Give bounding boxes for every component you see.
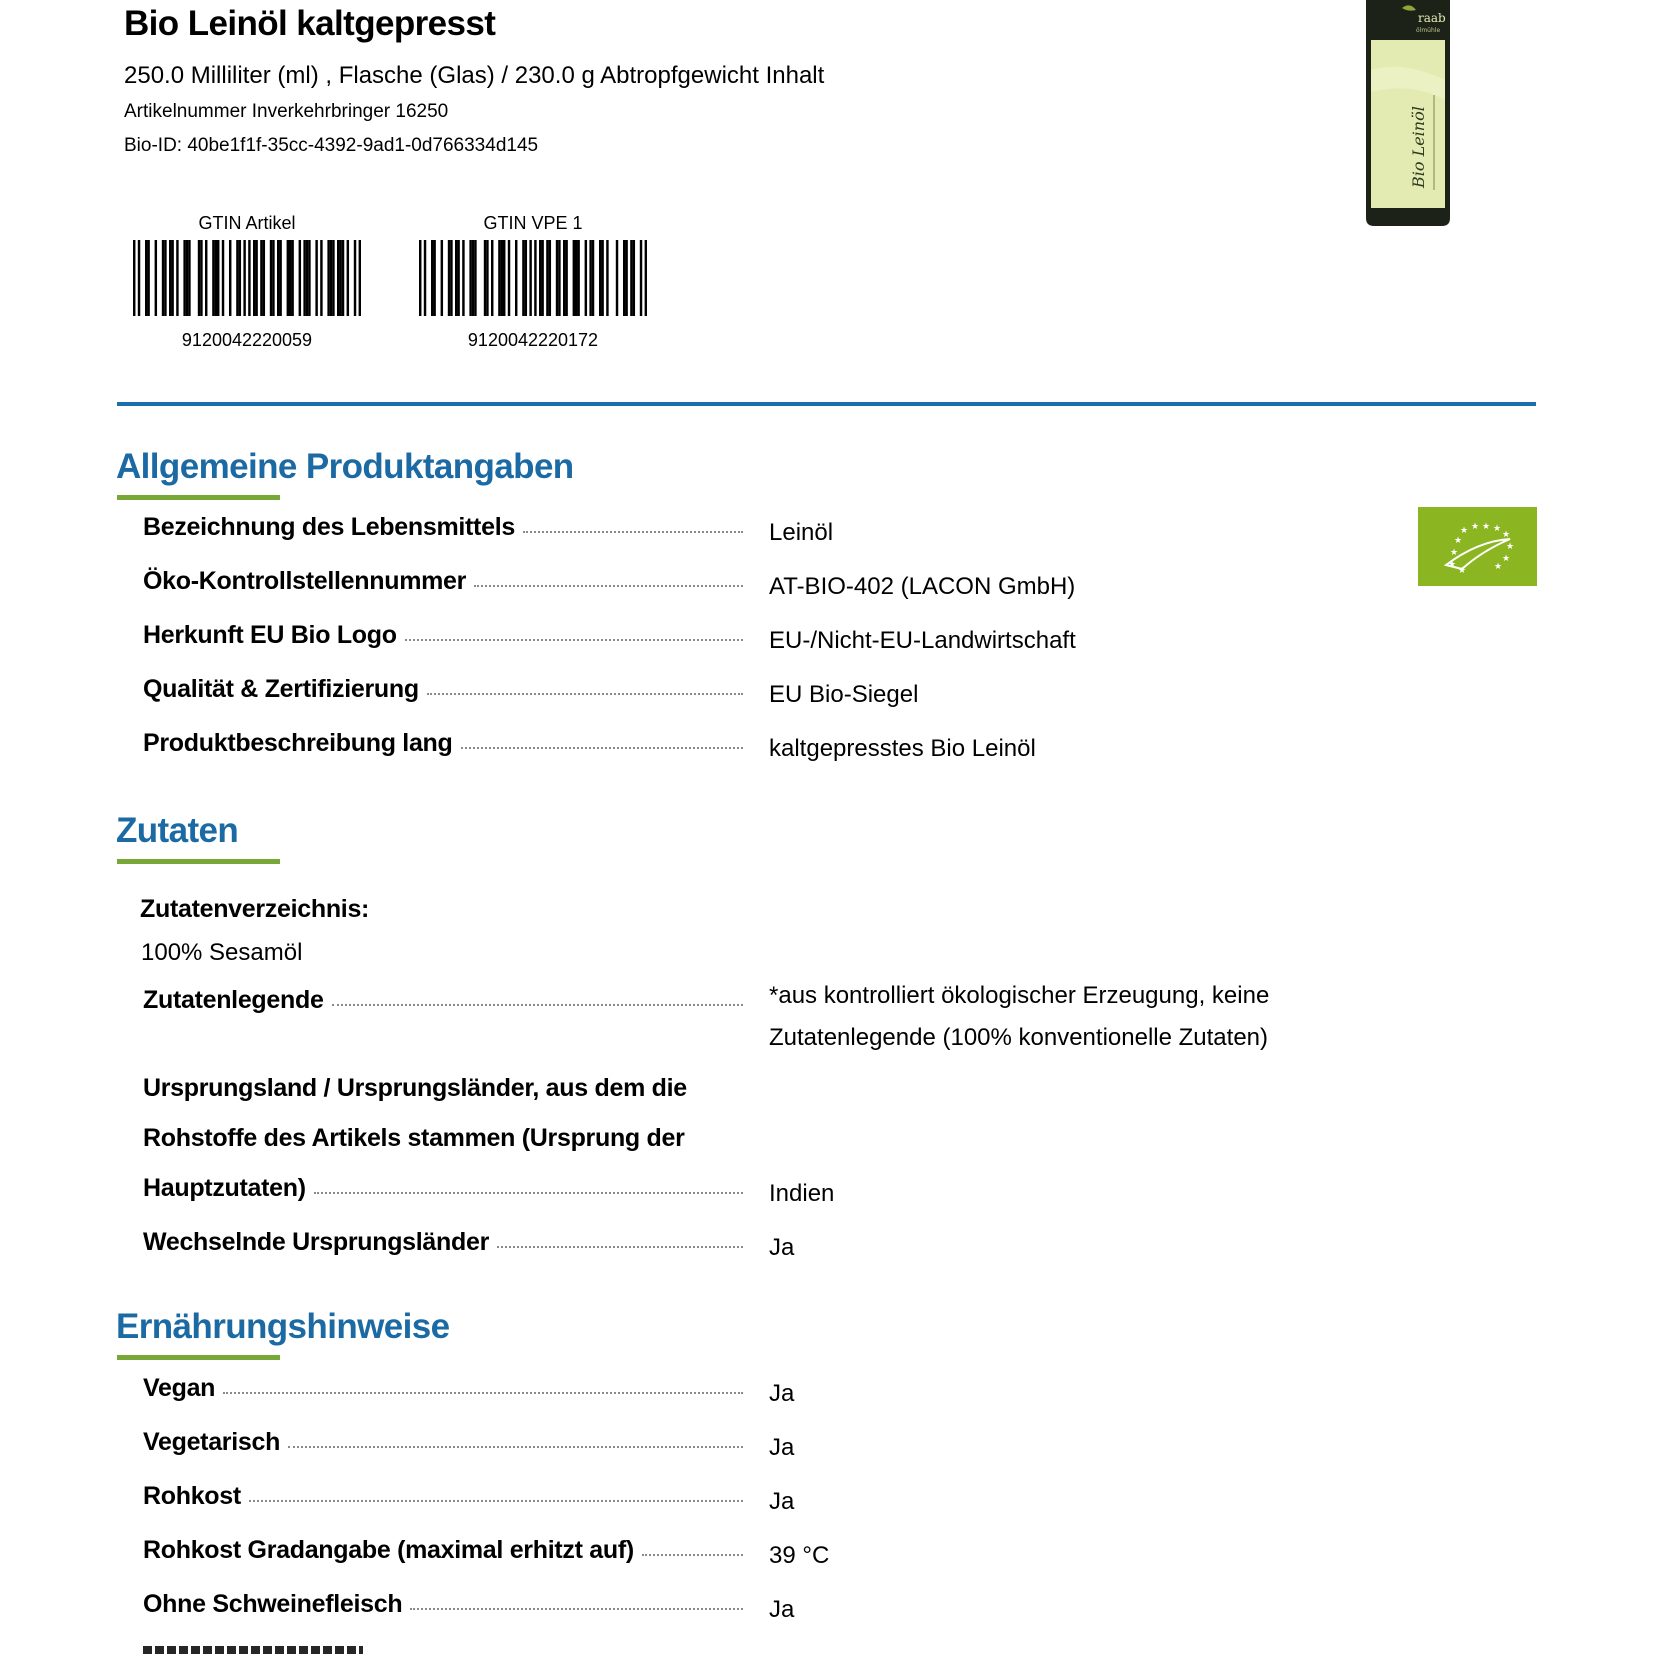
- leader-dots: [288, 1446, 743, 1448]
- barcode-bar: [645, 240, 647, 316]
- barcode-bar: [599, 240, 601, 316]
- section-heading-nutrition: Ernährungshinweise: [116, 1307, 450, 1346]
- barcode-bar: [419, 240, 421, 316]
- barcode-bar: [308, 240, 310, 316]
- barcode-bar: [433, 240, 435, 316]
- nutrition-row: [143, 1482, 743, 1511]
- barcode-bar: [522, 240, 524, 316]
- legend-value-line2: Zutatenlegende (100% konventionelle Zutaten): [769, 1024, 1269, 1051]
- row-label: Ohne Schweinefleisch: [143, 1590, 403, 1618]
- barcode-bar: [277, 240, 279, 316]
- barcode-bar: [330, 240, 332, 316]
- general-row: [143, 513, 743, 542]
- barcode-bar: [215, 240, 217, 316]
- barcode-bar: [457, 240, 459, 316]
- barcode-bar: [575, 240, 577, 316]
- row-value: Ja: [769, 1434, 795, 1461]
- barcode-bar: [145, 240, 147, 316]
- barcode-bar: [263, 240, 265, 316]
- barcode-bar: [243, 240, 245, 316]
- general-row: [143, 567, 743, 596]
- barcode-bar: [188, 240, 190, 316]
- barcode-bar: [503, 240, 505, 316]
- barcode-bar: [577, 240, 579, 316]
- leader-dots: [314, 1192, 743, 1194]
- section-underline: [117, 859, 280, 864]
- barcode-bar: [332, 240, 334, 316]
- row-label: Produktbeschreibung lang: [143, 729, 453, 757]
- row-label: Öko-Kontrollstellennummer: [143, 567, 467, 595]
- barcode-bar: [640, 240, 642, 316]
- nutrition-row: [143, 1428, 743, 1457]
- row-label: Vegan: [143, 1374, 216, 1402]
- section-heading-ingredients: Zutaten: [116, 811, 239, 850]
- origin-value: Indien: [769, 1180, 835, 1207]
- barcode-bar: [164, 240, 166, 316]
- leader-dots: [474, 585, 743, 587]
- barcode-bar: [303, 240, 305, 316]
- barcode-bar: [565, 240, 567, 316]
- barcode-bar: [162, 240, 164, 316]
- svg-text:★: ★: [1448, 559, 1457, 569]
- barcode-bar: [484, 240, 486, 316]
- barcode-bar: [315, 240, 317, 316]
- ingredients-list-value: 100% Sesamöl: [141, 939, 303, 966]
- barcode-bar: [472, 240, 474, 316]
- header-divider: [117, 402, 1536, 406]
- svg-text:★: ★: [1454, 535, 1463, 545]
- barcode-bar: [525, 240, 527, 316]
- svg-text:★: ★: [1482, 521, 1491, 531]
- barcode-bar: [585, 240, 587, 316]
- barcode-label: GTIN VPE 1: [483, 213, 583, 233]
- row-value: Ja: [769, 1596, 795, 1623]
- barcode-bar: [270, 240, 272, 316]
- leader-dots: [223, 1392, 743, 1394]
- leader-dots: [405, 639, 743, 641]
- barcode-bar: [291, 240, 293, 316]
- general-row: [143, 729, 743, 758]
- article-number: Artikelnummer Inverkehrbringer 16250: [124, 101, 449, 122]
- barcode-bar: [155, 240, 157, 316]
- barcode-bar: [563, 240, 565, 316]
- section-underline: [117, 495, 280, 500]
- nutrition-row: [143, 1536, 743, 1565]
- barcode-bar: [625, 240, 627, 316]
- barcode-bar: [289, 240, 291, 316]
- barcode-bar: [133, 240, 135, 316]
- barcode-label: GTIN Artikel: [198, 213, 296, 233]
- barcode-bar: [138, 240, 140, 316]
- svg-text:★: ★: [1450, 547, 1459, 557]
- barcode-bar: [222, 240, 224, 316]
- general-row: [143, 675, 743, 704]
- barcode-bars: [419, 240, 647, 316]
- row-value: 39 °C: [769, 1542, 830, 1569]
- barcode-bar: [529, 240, 531, 316]
- barcode-bar: [169, 240, 171, 316]
- leader-dots: [249, 1500, 743, 1502]
- barcode-bar: [229, 240, 231, 316]
- row-value: AT-BIO-402 (LACON GmbH): [769, 573, 1076, 600]
- barcode-bar: [424, 240, 426, 316]
- barcode-bar: [462, 240, 464, 316]
- barcode-bar: [541, 240, 543, 316]
- barcode-bar: [501, 240, 503, 316]
- leader-dots: [642, 1554, 743, 1556]
- row-label: Rohkost Gradangabe (maximal erhitzt auf): [143, 1536, 634, 1564]
- nutrition-row: [143, 1374, 743, 1403]
- barcode-bar: [498, 240, 500, 316]
- changing-origin-row: [143, 1228, 743, 1257]
- barcode-bar: [359, 240, 361, 316]
- barcode-bar: [339, 240, 341, 316]
- barcode-bar: [546, 240, 548, 316]
- cut-off-row: [143, 1642, 363, 1654]
- row-label: Rohkost: [143, 1482, 241, 1510]
- row-value: Ja: [769, 1380, 795, 1407]
- svg-text:★: ★: [1460, 525, 1469, 535]
- barcode-bar: [474, 240, 476, 316]
- leader-dots: [332, 1004, 743, 1006]
- barcode-bar: [342, 240, 344, 316]
- barcode-bar: [616, 240, 618, 316]
- nutrition-row: [143, 1590, 743, 1619]
- barcode-bar: [486, 240, 488, 316]
- barcode-bar: [198, 240, 200, 316]
- svg-text:★: ★: [1502, 553, 1511, 563]
- barcode-bar: [606, 240, 608, 316]
- barcode-bar: [205, 240, 207, 316]
- svg-text:★: ★: [1506, 541, 1515, 551]
- row-label: Wechselnde Ursprungsländer: [143, 1228, 489, 1256]
- barcode-bar: [558, 240, 560, 316]
- barcode-bar: [337, 240, 339, 316]
- leader-dots: [461, 747, 744, 749]
- barcode-bar: [212, 240, 214, 316]
- barcode-number: 9120042220172: [467, 330, 599, 350]
- barcode-bar: [236, 240, 238, 316]
- barcode-bar: [272, 240, 274, 316]
- ingredients-list-label: Zutatenverzeichnis:: [140, 895, 370, 923]
- svg-text:★: ★: [1502, 529, 1511, 539]
- general-row: [143, 621, 743, 650]
- barcode-bar: [556, 240, 558, 316]
- product-subtitle: 250.0 Milliliter (ml) , Flasche (Glas) / 230.0 g Abtropfgewicht Inhalt: [124, 62, 825, 89]
- barcode-bar: [347, 240, 349, 316]
- barcode-bar: [320, 240, 322, 316]
- bio-id: Bio-ID: 40be1f1f-35cc-4392-9ad1-0d766334d145: [124, 135, 539, 156]
- bottle-brand: raab: [1418, 11, 1446, 25]
- barcode-bar: [279, 240, 281, 316]
- barcode-bar: [299, 240, 301, 316]
- origin-label-line1: Ursprungsland / Ursprungsländer, aus dem die: [143, 1074, 687, 1102]
- barcode-bar: [260, 240, 262, 316]
- svg-text:★: ★: [1471, 521, 1480, 531]
- origin-row: [143, 1174, 743, 1203]
- section-heading-general: Allgemeine Produktangaben: [116, 447, 574, 486]
- barcode-bar: [248, 240, 250, 316]
- barcode-bar: [171, 240, 173, 316]
- origin-label-line2: Rohstoffe des Artikels stammen (Ursprung der: [143, 1124, 685, 1152]
- leader-dots: [497, 1246, 743, 1248]
- ingredients-legend-row: [143, 986, 743, 1015]
- barcode-gtin-article: [132, 212, 362, 351]
- row-value: EU Bio-Siegel: [769, 681, 919, 708]
- leader-dots: [410, 1608, 743, 1610]
- product-bottle-image: [1362, 0, 1454, 228]
- barcode-bar: [441, 240, 443, 316]
- barcode-bar: [176, 240, 178, 316]
- barcode-bar: [327, 240, 329, 316]
- barcode-bar: [469, 240, 471, 316]
- barcode-bar: [601, 240, 603, 316]
- row-label: Herkunft EU Bio Logo: [143, 621, 397, 649]
- barcode-bar: [287, 240, 289, 316]
- svg-text:★: ★: [1494, 561, 1503, 571]
- row-label: Bezeichnung des Lebensmittels: [143, 513, 515, 541]
- row-label: Qualität & Zertifizierung: [143, 675, 419, 703]
- barcode-bar: [217, 240, 219, 316]
- barcode-bar: [448, 240, 450, 316]
- eu-leaf-stars-icon: [1418, 507, 1537, 586]
- svg-text:★: ★: [1458, 565, 1467, 575]
- barcode-bar: [549, 240, 551, 316]
- barcode-bar: [255, 240, 257, 316]
- barcode-bar: [573, 240, 575, 316]
- barcode-bar: [186, 240, 188, 316]
- row-value: EU-/Nicht-EU-Landwirtschaft: [769, 627, 1076, 654]
- barcode-bar: [592, 240, 594, 316]
- barcode-bar: [630, 240, 632, 316]
- barcode-bar: [147, 240, 149, 316]
- barcode-bar: [354, 240, 356, 316]
- barcode-bar: [239, 240, 241, 316]
- row-value: Leinöl: [769, 519, 834, 546]
- barcode-bar: [633, 240, 635, 316]
- changing-origin-value: Ja: [769, 1234, 795, 1261]
- row-label: Vegetarisch: [143, 1428, 281, 1456]
- legend-value-line1: *aus kontrolliert ökologischer Erzeugung, keine: [769, 982, 1270, 1009]
- row-value: kaltgepresstes Bio Leinöl: [769, 735, 1036, 762]
- row-label: Hauptzutaten): [143, 1174, 306, 1202]
- barcode-bar: [623, 240, 625, 316]
- barcode-bar: [491, 240, 493, 316]
- barcode-bar: [183, 240, 185, 316]
- leader-dots: [523, 531, 743, 533]
- barcode-bars: [133, 240, 361, 316]
- leader-dots: [427, 693, 743, 695]
- barcode-gtin-vpe: [418, 212, 648, 351]
- barcode-bar: [539, 240, 541, 316]
- row-value: Ja: [769, 1488, 795, 1515]
- barcode-number: 9120042220059: [181, 330, 313, 350]
- barcode-bar: [515, 240, 517, 316]
- barcode-bar: [455, 240, 457, 316]
- barcode-bar: [431, 240, 433, 316]
- bottle-name: Bio Leinöl: [1409, 106, 1428, 188]
- barcode-bar: [534, 240, 536, 316]
- svg-text:★: ★: [1493, 523, 1502, 533]
- barcode-bar: [508, 240, 510, 316]
- eu-organic-logo: [1418, 507, 1537, 586]
- section-underline: [117, 1355, 280, 1360]
- barcode-bar: [450, 240, 452, 316]
- barcode-bar: [306, 240, 308, 316]
- bottle-brand-sub: ölmühle: [1416, 27, 1441, 34]
- barcode-bar: [253, 240, 255, 316]
- row-label: Zutatenlegende: [143, 986, 324, 1014]
- barcode-bar: [200, 240, 202, 316]
- product-title: Bio Leinöl kaltgepresst: [124, 4, 496, 43]
- barcode-bar: [589, 240, 591, 316]
